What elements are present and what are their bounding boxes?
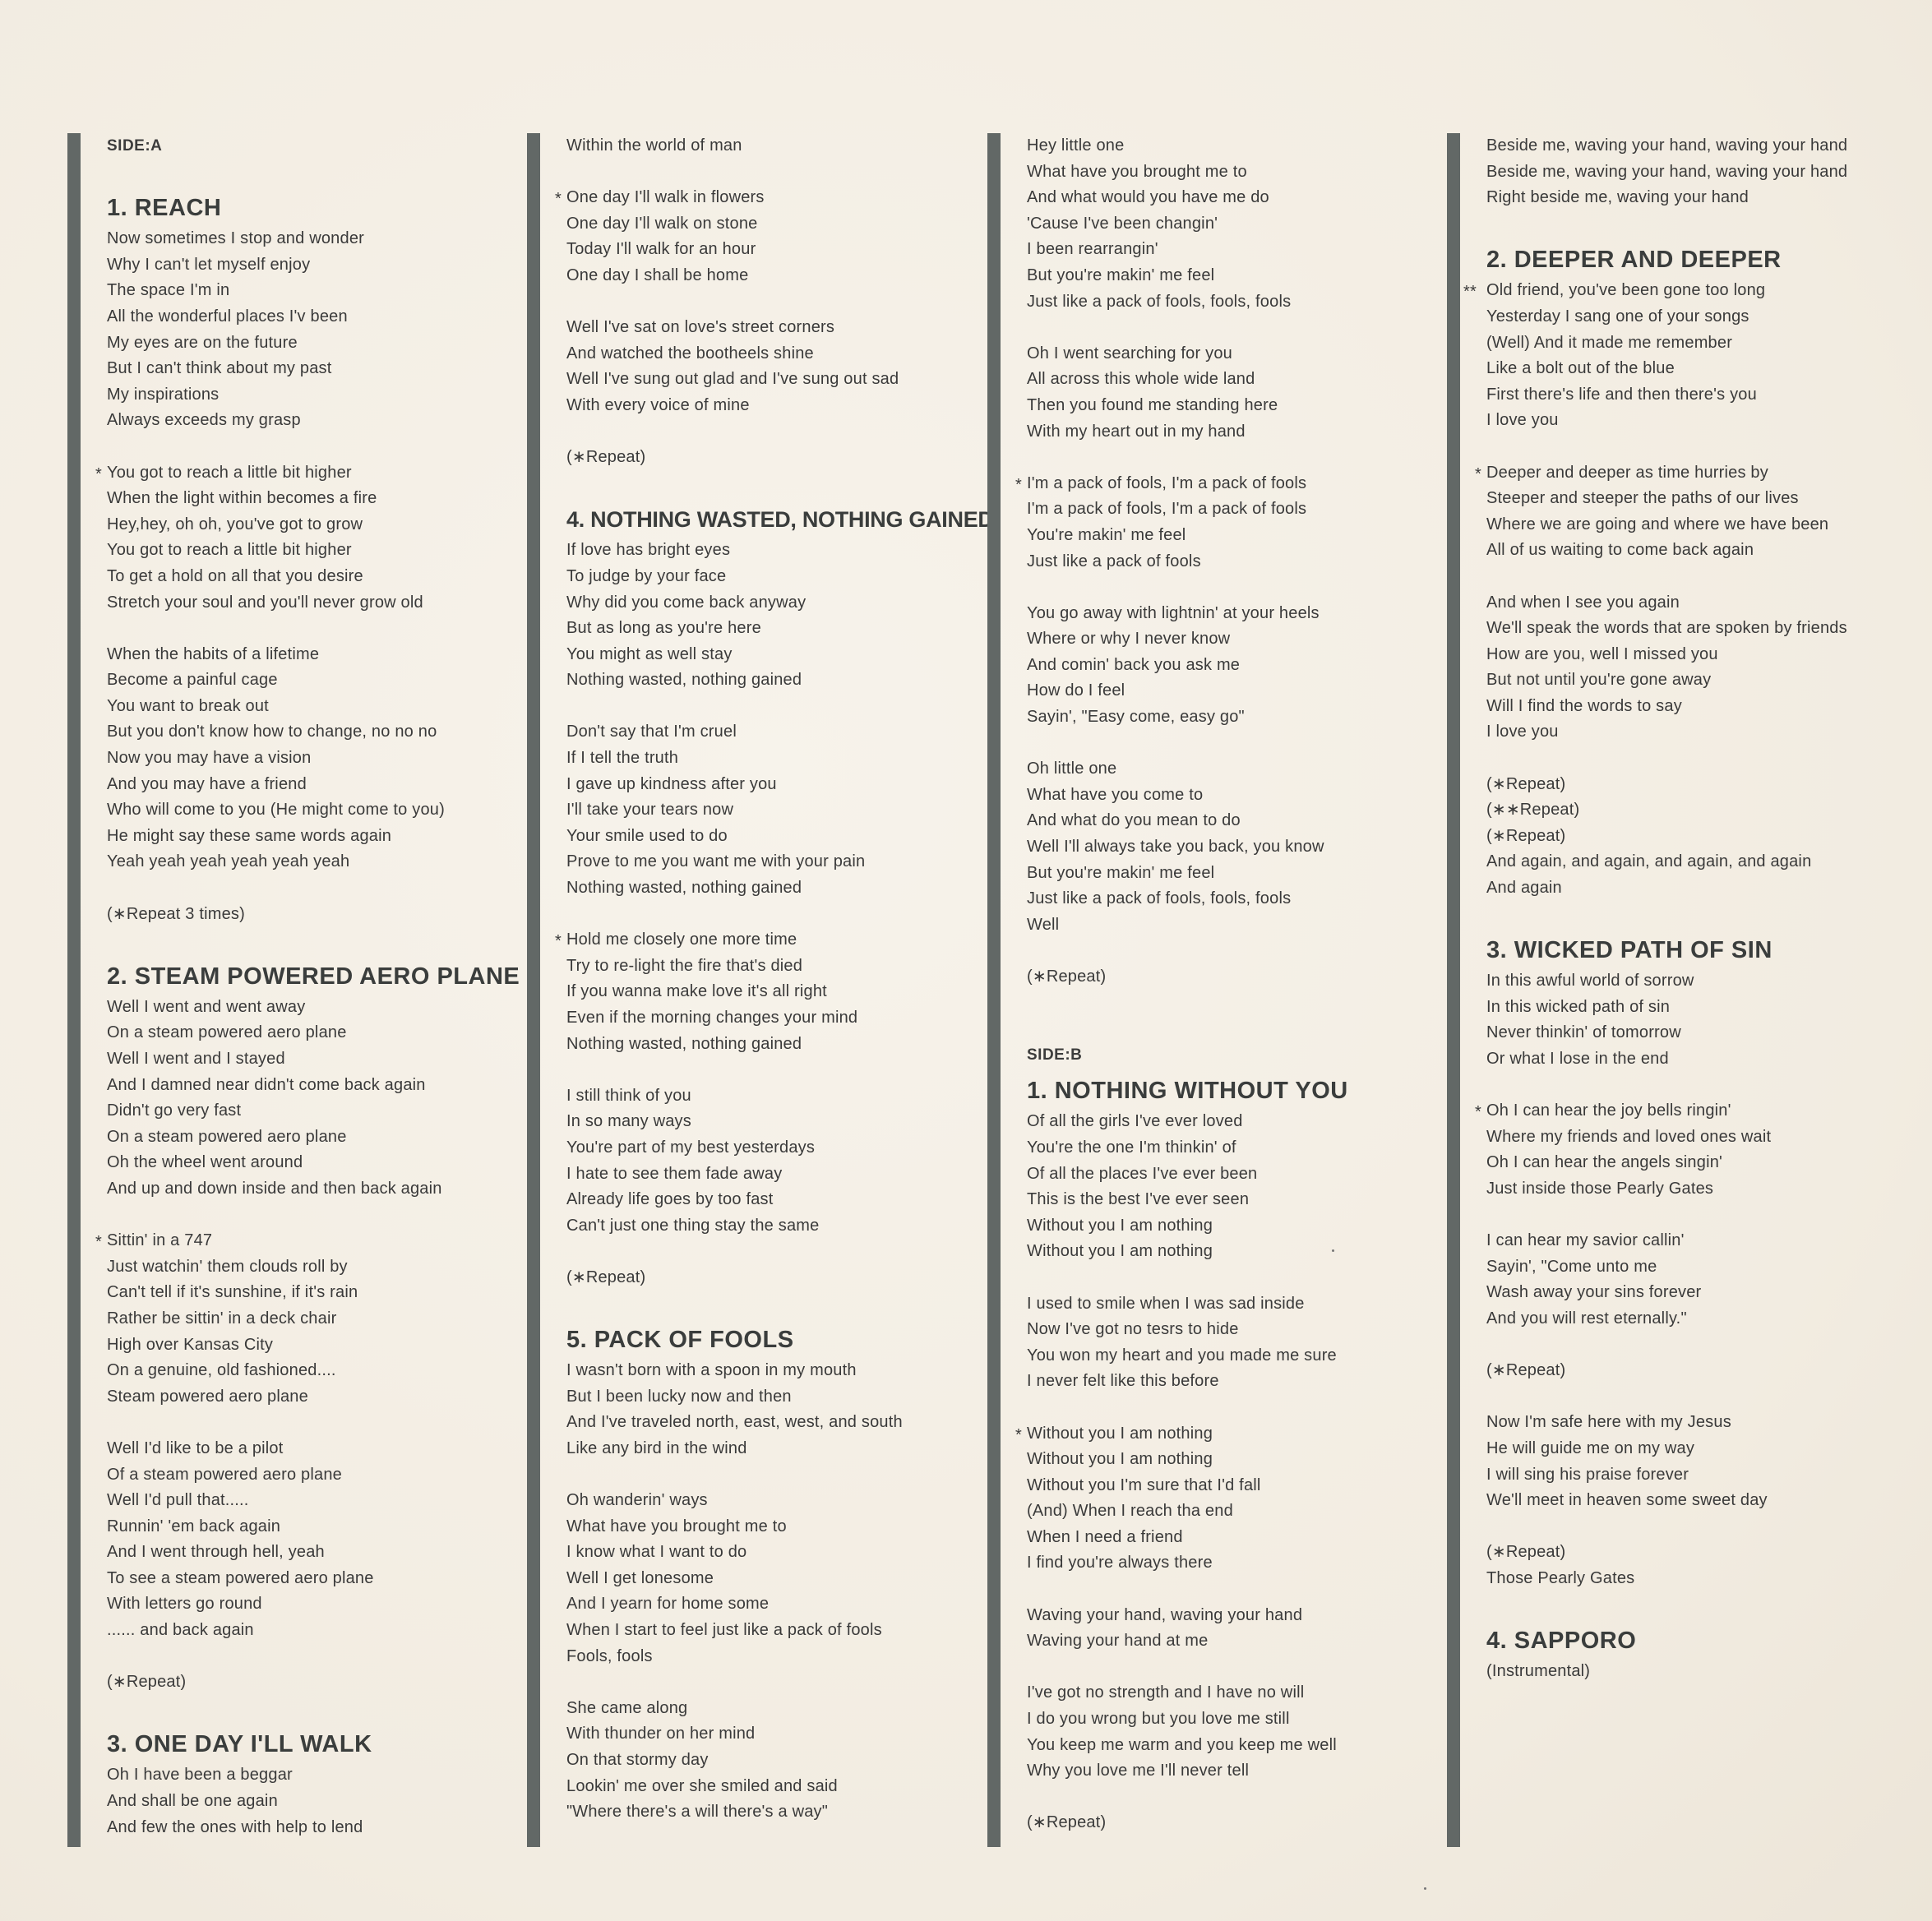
lyric-line-chorus-mark: * I'm a pack of fools, I'm a pack of fools [1015, 471, 1431, 497]
stanza-gap [1475, 1591, 1907, 1618]
lyric-line: I've got no strength and I have no will [1027, 1683, 1305, 1702]
lyric-line: Rather be sittin' in a deck chair [107, 1309, 337, 1328]
lyric-line: Just like a pack of fools [1027, 552, 1201, 570]
lyric-line: And watched the bootheels shine [566, 344, 814, 362]
lyric-line: Without you I am nothing [1027, 1450, 1213, 1469]
lyric-line: He might say these same words again [107, 826, 392, 845]
lyric-line: She came along [566, 1698, 688, 1717]
lyric-line: (Well) And it made me remember [1486, 333, 1733, 352]
lyric-line: Without you I am nothing [1027, 1216, 1213, 1235]
lyric-line: High over Kansas City [107, 1335, 274, 1354]
lyric-line: When I start to feel just like a pack of fools [566, 1621, 882, 1640]
lyric-line: I gave up kindness after you [566, 774, 777, 793]
side-label: SIDE:B [1027, 1046, 1083, 1064]
lyric-line: One day I'll walk on stone [566, 214, 758, 233]
stanza-gap [555, 1669, 971, 1696]
lyric-line: And what would you have me do [1027, 188, 1269, 207]
lyric-line: Steam powered aero plane [107, 1387, 308, 1406]
lyric-line: One day I shall be home [566, 266, 749, 284]
stanza-gap [555, 1291, 971, 1318]
lyric-line-chorus-mark: * Deeper and deeper as time hurries by [1475, 460, 1907, 487]
lyric-line: First there's life and then there's you [1486, 385, 1757, 404]
lyric-line: Waving your hand at me [1027, 1632, 1209, 1651]
lyric-line: Sayin', "Come unto me [1486, 1257, 1657, 1276]
lyric-line: When I need a friend [1027, 1527, 1183, 1546]
stanza-gap [1015, 315, 1431, 341]
stanza-gap [555, 1057, 971, 1083]
lyric-line: Where or why I never know [1027, 630, 1231, 649]
lyric-line: Of all the places I've ever been [1027, 1164, 1258, 1183]
lyric-line: Well I've sat on love's street corners [566, 318, 835, 337]
lyric-line: Now I'm safe here with my Jesus [1486, 1413, 1731, 1432]
lyric-line: Can't just one thing stay the same [566, 1216, 820, 1235]
lyric-line: I can hear my savior callin' [1486, 1231, 1685, 1250]
stanza-gap [95, 434, 511, 460]
lyric-line: (∗Repeat) [1027, 1813, 1107, 1832]
lyric-line: Fools, fools [566, 1646, 653, 1665]
lyric-line: I will sing his praise forever [1486, 1465, 1689, 1484]
lyric-line: I love you [1486, 411, 1559, 430]
lyric-line: Oh I can hear the angels singin' [1486, 1153, 1723, 1172]
lyric-line: I find you're always there [1027, 1554, 1213, 1572]
stanza-gap [1015, 1577, 1431, 1603]
lyric-line: All the wonderful places I'v been [107, 307, 348, 326]
song-title: 5. PACK OF FOOLS [566, 1327, 794, 1354]
lyric-line: I love you [1486, 723, 1559, 741]
lyric-line: To get a hold on all that you desire [107, 566, 363, 585]
lyric-line: When the light within becomes a fire [107, 489, 377, 508]
lyric-line-chorus-mark: * Hold me closely one more time [555, 927, 971, 954]
lyric-line: Right beside me, waving your hand [1486, 188, 1749, 207]
lyric-line: Runnin' 'em back again [107, 1517, 281, 1535]
lyric-line: And up and down inside and then back again [107, 1179, 442, 1198]
lyric-line: On that stormy day [566, 1751, 709, 1770]
lyric-line: And again, and again, and again, and again [1486, 852, 1812, 871]
song-title: 1. REACH [107, 195, 222, 222]
lyric-line: Oh I went searching for you [1027, 344, 1232, 362]
stanza-gap [1015, 1655, 1431, 1681]
lyric-line: I'll take your tears now [566, 801, 734, 820]
lyric-line: Or what I lose in the end [1486, 1050, 1669, 1068]
lyric-line: Prove to me you want me with your pain [566, 852, 866, 871]
lyric-line: I hate to see them fade away [566, 1164, 783, 1183]
lyric-line: Waving your hand, waving your hand [1027, 1605, 1303, 1624]
lyric-line: I still think of you [566, 1086, 691, 1105]
stanza-gap [1015, 1395, 1431, 1421]
lyric-line: In this awful world of sorrow [1486, 972, 1694, 991]
lyric-line: And I yearn for home some [566, 1595, 770, 1614]
lyric-line: And when I see you again [1486, 593, 1680, 612]
lyric-line: Your smile used to do [566, 826, 728, 845]
stanza-gap [1475, 211, 1907, 238]
lyric-line: Even if the morning changes your mind [566, 1009, 858, 1027]
lyric-line: (∗Repeat) [566, 1268, 646, 1286]
lyric-line: In so many ways [566, 1112, 691, 1131]
song-title: 4. NOTHING WASTED, NOTHING GAINED [566, 507, 994, 533]
lyric-line: With every voice of mine [566, 395, 750, 414]
lyric-line: Beside me, waving your hand, waving your hand [1486, 136, 1848, 155]
lyric-line: Just like a pack of fools, fools, fools [1027, 889, 1292, 908]
lyric-line: With thunder on her mind [566, 1725, 756, 1743]
lyric-line: (∗Repeat) [1486, 1361, 1566, 1380]
stanza-gap [1015, 938, 1431, 964]
lyric-line: Well I'd like to be a pilot [107, 1438, 284, 1457]
lyric-line: In this wicked path of sin [1486, 997, 1671, 1016]
lyric-line: On a steam powered aero plane [107, 1023, 347, 1042]
lyric-line: On a steam powered aero plane [107, 1127, 347, 1146]
lyric-line: You got to reach a little bit higher [107, 541, 352, 560]
lyric-line-chorus-mark: * Sittin' in a 747 [95, 1228, 511, 1254]
stanza-gap [1015, 575, 1431, 601]
lyrics-column-4 [1447, 133, 1907, 1847]
lyric-line: I do you wrong but you love me still [1027, 1710, 1290, 1729]
lyric-line: What have you come to [1027, 785, 1204, 804]
stanza-gap [555, 1462, 971, 1489]
lyric-line: And shall be one again [107, 1792, 278, 1811]
lyric-line: Like a bolt out of the blue [1486, 359, 1675, 378]
lyric-line: If love has bright eyes [566, 541, 731, 560]
lyric-line: Just like a pack of fools, fools, fools [1027, 292, 1292, 311]
stanza-gap [555, 419, 971, 446]
lyric-line: You're makin' me feel [1027, 525, 1186, 544]
lyric-line: And I've traveled north, east, west, and south [566, 1413, 903, 1432]
lyric-line: Without you I am nothing [1027, 1242, 1213, 1261]
lyric-line: I'm a pack of fools, I'm a pack of fools [1027, 500, 1307, 519]
stanza-gap [555, 289, 971, 316]
stanza-gap [95, 1410, 511, 1436]
lyric-line: (∗∗Repeat) [1486, 801, 1580, 820]
lyric-line: Where we are going and where we have been [1486, 515, 1829, 533]
lyric-line: When the habits of a lifetime [107, 644, 320, 663]
side-label: SIDE:A [107, 137, 163, 155]
lyric-line: With letters go round [107, 1595, 262, 1614]
lyric-line: And comin' back you ask me [1027, 655, 1241, 674]
lyric-line: Never thinkin' of tomorrow [1486, 1023, 1681, 1042]
lyric-line: Didn't go very fast [107, 1101, 242, 1120]
lyrics-column-1 [67, 133, 520, 1847]
lyric-line: You're part of my best yesterdays [566, 1138, 816, 1157]
song-title: 2. STEAM POWERED AERO PLANE [107, 963, 520, 990]
lyric-line-chorus-mark: * Without you I am nothing [1015, 1421, 1431, 1448]
lyric-line: Why you love me I'll never tell [1027, 1762, 1250, 1780]
lyric-line: My inspirations [107, 385, 220, 404]
lyric-line: But I been lucky now and then [566, 1387, 792, 1406]
lyric-line: Oh I have been a beggar [107, 1766, 293, 1785]
lyric-line: And I damned near didn't come back again [107, 1075, 426, 1094]
lyric-line: Now you may have a vision [107, 749, 312, 768]
lyric-line: I wasn't born with a spoon in my mouth [566, 1361, 857, 1380]
lyric-line: Can't tell if it's sunshine, if it's rain [107, 1283, 358, 1302]
stanza-gap [1475, 746, 1907, 772]
lyric-line: All of us waiting to come back again [1486, 541, 1754, 560]
lyric-line: Now sometimes I stop and wonder [107, 229, 365, 248]
lyric-line: Well I've sung out glad and I've sung out sad [566, 370, 899, 389]
lyric-line: You're the one I'm thinkin' of [1027, 1138, 1236, 1157]
lyric-line: But you're makin' me feel [1027, 863, 1215, 882]
lyric-line: Nothing wasted, nothing gained [566, 1034, 802, 1053]
lyric-line: Become a painful cage [107, 671, 278, 690]
stanza-gap [95, 1644, 511, 1670]
lyrics-column-3 [987, 133, 1431, 1847]
lyric-line: Then you found me standing here [1027, 395, 1278, 414]
lyric-line: And you may have a friend [107, 774, 307, 793]
lyric-line: Well I'll always take you back, you know [1027, 838, 1324, 857]
song-title: 3. ONE DAY I'LL WALK [107, 1731, 372, 1758]
song-title: 1. NOTHING WITHOUT YOU [1027, 1078, 1348, 1105]
lyric-line: The space I'm in [107, 281, 230, 300]
lyric-line: How do I feel [1027, 681, 1125, 700]
lyric-line: Today I'll walk for an hour [566, 240, 756, 259]
lyric-line: You might as well stay [566, 644, 733, 663]
stanza-gap [1475, 434, 1907, 460]
stanza-gap [1015, 1265, 1431, 1291]
lyric-line: Of all the girls I've ever loved [1027, 1112, 1243, 1131]
lyric-line: And what do you mean to do [1027, 811, 1241, 830]
lyric-line: Lookin' me over she smiled and said [566, 1776, 838, 1795]
lyric-line: But not until you're gone away [1486, 671, 1712, 690]
lyric-line: Well I'd pull that..... [107, 1491, 249, 1510]
lyric-line: (∗Repeat) [1486, 774, 1566, 793]
stanza-gap [1475, 1384, 1907, 1411]
paper-speck [1332, 1249, 1334, 1252]
lyrics-column-2 [527, 133, 994, 1847]
lyric-line: Hey little one [1027, 136, 1125, 155]
lyric-line: Well I went and I stayed [107, 1050, 285, 1068]
lyric-line: If you wanna make love it's all right [566, 982, 827, 1001]
lyric-line: And few the ones with help to lend [107, 1817, 363, 1836]
lyric-line: If I tell the truth [566, 749, 679, 768]
lyric-line: Always exceeds my grasp [107, 411, 301, 430]
lyric-line: And again [1486, 879, 1562, 898]
lyric-line: Yeah yeah yeah yeah yeah yeah [107, 852, 350, 871]
lyric-line-chorus-mark: * One day I'll walk in flowers [555, 185, 971, 211]
lyric-line: Already life goes by too fast [566, 1190, 774, 1209]
lyric-line: (∗Repeat) [566, 448, 646, 467]
lyric-line: Beside me, waving your hand, waving your hand [1486, 162, 1848, 181]
lyric-line: We'll speak the words that are spoken by friends [1486, 619, 1847, 638]
lyric-line: Well I get lonesome [566, 1568, 714, 1587]
lyric-line: "Where there's a will there's a way" [566, 1803, 829, 1822]
lyric-line: All across this whole wide land [1027, 370, 1255, 389]
lyric-line: But I can't think about my past [107, 359, 332, 378]
lyric-line: I been rearrangin' [1027, 240, 1158, 259]
stanza-gap [555, 1239, 971, 1265]
lyric-line: Without you I'm sure that I'd fall [1027, 1475, 1261, 1494]
lyric-line: You want to break out [107, 696, 269, 715]
lyric-line: Sayin', "Easy come, easy go" [1027, 708, 1245, 727]
lyric-line: Just watchin' them clouds roll by [107, 1257, 348, 1276]
lyric-line: You won my heart and you made me sure [1027, 1346, 1337, 1365]
song-title: 2. DEEPER AND DEEPER [1486, 247, 1782, 274]
stanza-gap [555, 694, 971, 720]
lyric-line: Oh wanderin' ways [566, 1491, 708, 1510]
lyric-line: He will guide me on my way [1486, 1438, 1695, 1457]
lyric-line: What have you brought me to [566, 1517, 787, 1535]
stanza-gap [1015, 991, 1431, 1017]
stanza-gap [95, 616, 511, 642]
lyric-line: (∗Repeat 3 times) [107, 904, 245, 923]
stanza-gap [1475, 564, 1907, 590]
lyric-line: Nothing wasted, nothing gained [566, 879, 802, 898]
lyric-line: Hey,hey, oh oh, you've got to grow [107, 515, 363, 533]
lyric-line: Nothing wasted, nothing gained [566, 671, 802, 690]
song-title: 4. SAPPORO [1486, 1628, 1637, 1655]
lyric-line: Oh the wheel went around [107, 1153, 303, 1172]
lyric-line: I know what I want to do [566, 1543, 747, 1562]
lyric-line: Don't say that I'm cruel [566, 723, 737, 741]
stanza-gap [1475, 1514, 1907, 1540]
lyric-line: On a genuine, old fashioned.... [107, 1361, 336, 1380]
lyric-line: To see a steam powered aero plane [107, 1568, 374, 1587]
lyric-line: With my heart out in my hand [1027, 422, 1246, 441]
lyric-line: Of a steam powered aero plane [107, 1465, 342, 1484]
lyric-line: This is the best I've ever seen [1027, 1190, 1250, 1209]
lyric-line: I used to smile when I was sad inside [1027, 1294, 1305, 1313]
lyric-line: (∗Repeat) [1486, 826, 1566, 845]
lyric-line: To judge by your face [566, 566, 727, 585]
lyric-line: Well [1027, 915, 1060, 934]
stanza-gap [1015, 445, 1431, 471]
paper-speck [1424, 1887, 1426, 1890]
lyric-line: (And) When I reach tha end [1027, 1502, 1233, 1521]
lyric-line: I never felt like this before [1027, 1372, 1219, 1391]
lyric-line: ...... and back again [107, 1621, 254, 1640]
lyric-line: (∗Repeat) [107, 1673, 187, 1692]
lyric-line: Stretch your soul and you'll never grow old [107, 593, 423, 612]
lyric-line-double-mark: ** Old friend, you've been gone too long [1475, 278, 1907, 304]
lyric-line: We'll meet in heaven some sweet day [1486, 1491, 1768, 1510]
lyric-line: You go away with lightnin' at your heels [1027, 603, 1320, 622]
lyric-line: What have you brought me to [1027, 162, 1247, 181]
lyric-line: Who will come to you (He might come to you) [107, 801, 445, 820]
lyric-line: Yesterday I sang one of your songs [1486, 307, 1749, 326]
lyric-line: And I went through hell, yeah [107, 1543, 325, 1562]
lyric-line: But as long as you're here [566, 619, 761, 638]
stanza-gap [1015, 731, 1431, 757]
lyric-line-chorus-mark: * You got to reach a little bit higher [95, 460, 511, 487]
lyric-line: But you're makin' me feel [1027, 266, 1215, 284]
lyric-line: You keep me warm and you keep me well [1027, 1735, 1337, 1754]
stanza-gap [95, 875, 511, 902]
lyric-line: Like any bird in the wind [566, 1438, 747, 1457]
lyric-line: My eyes are on the future [107, 333, 298, 352]
lyric-line: Try to re-light the fire that's died [566, 956, 803, 975]
stanza-gap [1475, 902, 1907, 928]
stanza-gap [95, 1696, 511, 1722]
lyric-line: But you don't know how to change, no no no [107, 723, 437, 741]
stanza-gap [1015, 1785, 1431, 1811]
lyric-line: (Instrumental) [1486, 1662, 1591, 1681]
lyric-line: Well I went and went away [107, 997, 306, 1016]
lyric-line: (∗Repeat) [1486, 1543, 1566, 1562]
stanza-gap [1015, 1016, 1431, 1042]
lyric-line: Where my friends and loved ones wait [1486, 1127, 1772, 1146]
lyric-line: Oh little one [1027, 760, 1117, 778]
lyric-line: And you will rest eternally." [1486, 1309, 1687, 1328]
lyric-line: Within the world of man [566, 136, 742, 155]
lyric-line: (∗Repeat) [1027, 967, 1107, 986]
lyric-line: Just inside those Pearly Gates [1486, 1179, 1714, 1198]
stanza-gap [95, 927, 511, 954]
stanza-gap [555, 159, 971, 186]
stanza-gap [95, 1203, 511, 1229]
lyric-line: Those Pearly Gates [1486, 1568, 1635, 1587]
lyric-line: Why I can't let myself enjoy [107, 255, 311, 274]
lyric-line: Now I've got no tesrs to hide [1027, 1320, 1239, 1339]
stanza-gap [95, 159, 511, 186]
stanza-gap [1475, 1332, 1907, 1359]
lyric-line: Will I find the words to say [1486, 696, 1682, 715]
stanza-gap [1475, 1073, 1907, 1099]
lyric-line: Wash away your sins forever [1486, 1283, 1702, 1302]
lyric-line: Steeper and steeper the paths of our lives [1486, 489, 1799, 508]
stanza-gap [555, 902, 971, 928]
lyric-line: How are you, well I missed you [1486, 644, 1718, 663]
lyric-line-chorus-mark: * Oh I can hear the joy bells ringin' [1475, 1098, 1907, 1124]
lyric-line: Why did you come back anyway [566, 593, 807, 612]
lyric-line: 'Cause I've been changin' [1027, 214, 1218, 233]
stanza-gap [555, 471, 971, 497]
song-title: 3. WICKED PATH OF SIN [1486, 937, 1773, 964]
stanza-gap [1475, 1203, 1907, 1229]
